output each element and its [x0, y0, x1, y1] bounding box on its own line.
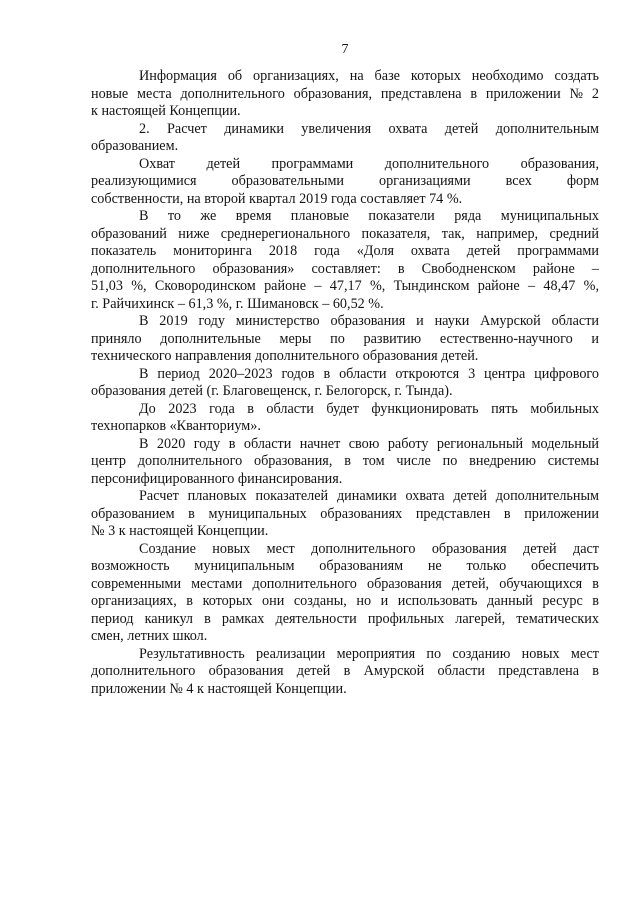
text-line: В 2019 году министерство образования и науки Амурской области — [139, 313, 599, 329]
document-body — [91, 68, 599, 698]
paragraph — [91, 208, 599, 313]
text-line: До 2023 года в области будет функционировать пять мобильных — [139, 400, 599, 417]
paragraph — [91, 401, 599, 436]
text-line: В то же время плановые показатели ряда муниципальных — [139, 208, 599, 224]
paragraph — [91, 156, 599, 209]
text-line: В 2020 году в области начнет свою работу региональный модельный — [139, 435, 599, 452]
text-line: смен, летних школ. — [91, 628, 208, 644]
text-line: Создание новых мест дополнительного образования детей даст — [139, 540, 599, 557]
text-line: приняло дополнительные меры по развитию естественно-научного и — [91, 330, 599, 347]
paragraph — [91, 541, 599, 646]
text-line: дополнительного образования» составляет: в Свободненском районе – — [91, 260, 599, 277]
text-line: к настоящей Концепции. — [91, 103, 241, 119]
text-line: Результативность реализации мероприятия по созданию новых мест — [139, 645, 599, 662]
paragraph — [91, 646, 599, 699]
text-line: Охват детей программами дополнительного образования, — [139, 155, 599, 172]
paragraph — [91, 488, 599, 541]
text-line: технопарков «Кванториум». — [91, 418, 261, 434]
text-line: образования детей (г. Благовещенск, г. Белогорск, г. Тында). — [91, 383, 453, 399]
text-line: собственности, на второй квартал 2019 года составляет 74 %. — [91, 190, 463, 207]
text-line: период каникул в рамках деятельности профильных лагерей, тематических — [91, 610, 599, 627]
text-line: возможность муниципальным образованиям не только обеспечить — [91, 558, 599, 574]
text-line: Расчет плановых показателей динамики охвата детей дополнительным — [139, 488, 599, 504]
paragraph — [91, 68, 599, 121]
text-line: г. Райчихинск – 61,3 %, г. Шимановск – 60,52 %. — [91, 295, 384, 312]
text-line: образованием в муниципальных образованиях представлен в приложении — [91, 505, 599, 522]
text-line: персонифицированного финансирования. — [91, 470, 343, 487]
text-line: Информация об организациях, на базе которых необходимо создать — [139, 68, 599, 84]
text-line: современными местами дополнительного образования детей, обучающихся в — [91, 575, 599, 592]
text-line: дополнительного образования детей в Амурской области представлена в — [91, 663, 599, 679]
text-line: 51,03 %, Сковородинском районе – 47,17 %, Тындинском районе – 48,47 %, — [91, 278, 599, 294]
paragraph — [91, 313, 599, 366]
text-line: новые места дополнительного образования, представлена в приложении № 2 — [91, 85, 599, 102]
text-line: организациях, в которых они созданы, но и использовать данный ресурс в — [91, 593, 599, 609]
text-line: В период 2020–2023 годов в области откроются 3 центра цифрового — [139, 365, 599, 382]
paragraph — [91, 436, 599, 489]
paragraph — [91, 121, 599, 156]
text-line: образований ниже среднерегионального показателя, так, например, средний — [91, 225, 599, 242]
text-line: реализующимися образовательными организациями всех форм — [91, 173, 599, 189]
text-line: № 3 к настоящей Концепции. — [91, 523, 269, 539]
text-line: показатель мониторинга 2018 года «Доля охвата детей программами — [91, 243, 599, 259]
text-line: образованием. — [91, 138, 179, 154]
text-line: 2. Расчет динамики увеличения охвата детей дополнительным — [139, 120, 599, 137]
paragraph — [91, 366, 599, 401]
page-number: 7 — [341, 42, 349, 57]
text-line: центр дополнительного образования, в том числе по внедрению системы — [91, 453, 599, 469]
text-line: приложении № 4 к настоящей Концепции. — [91, 680, 347, 697]
text-line: технического направления дополнительного образования детей. — [91, 348, 479, 364]
